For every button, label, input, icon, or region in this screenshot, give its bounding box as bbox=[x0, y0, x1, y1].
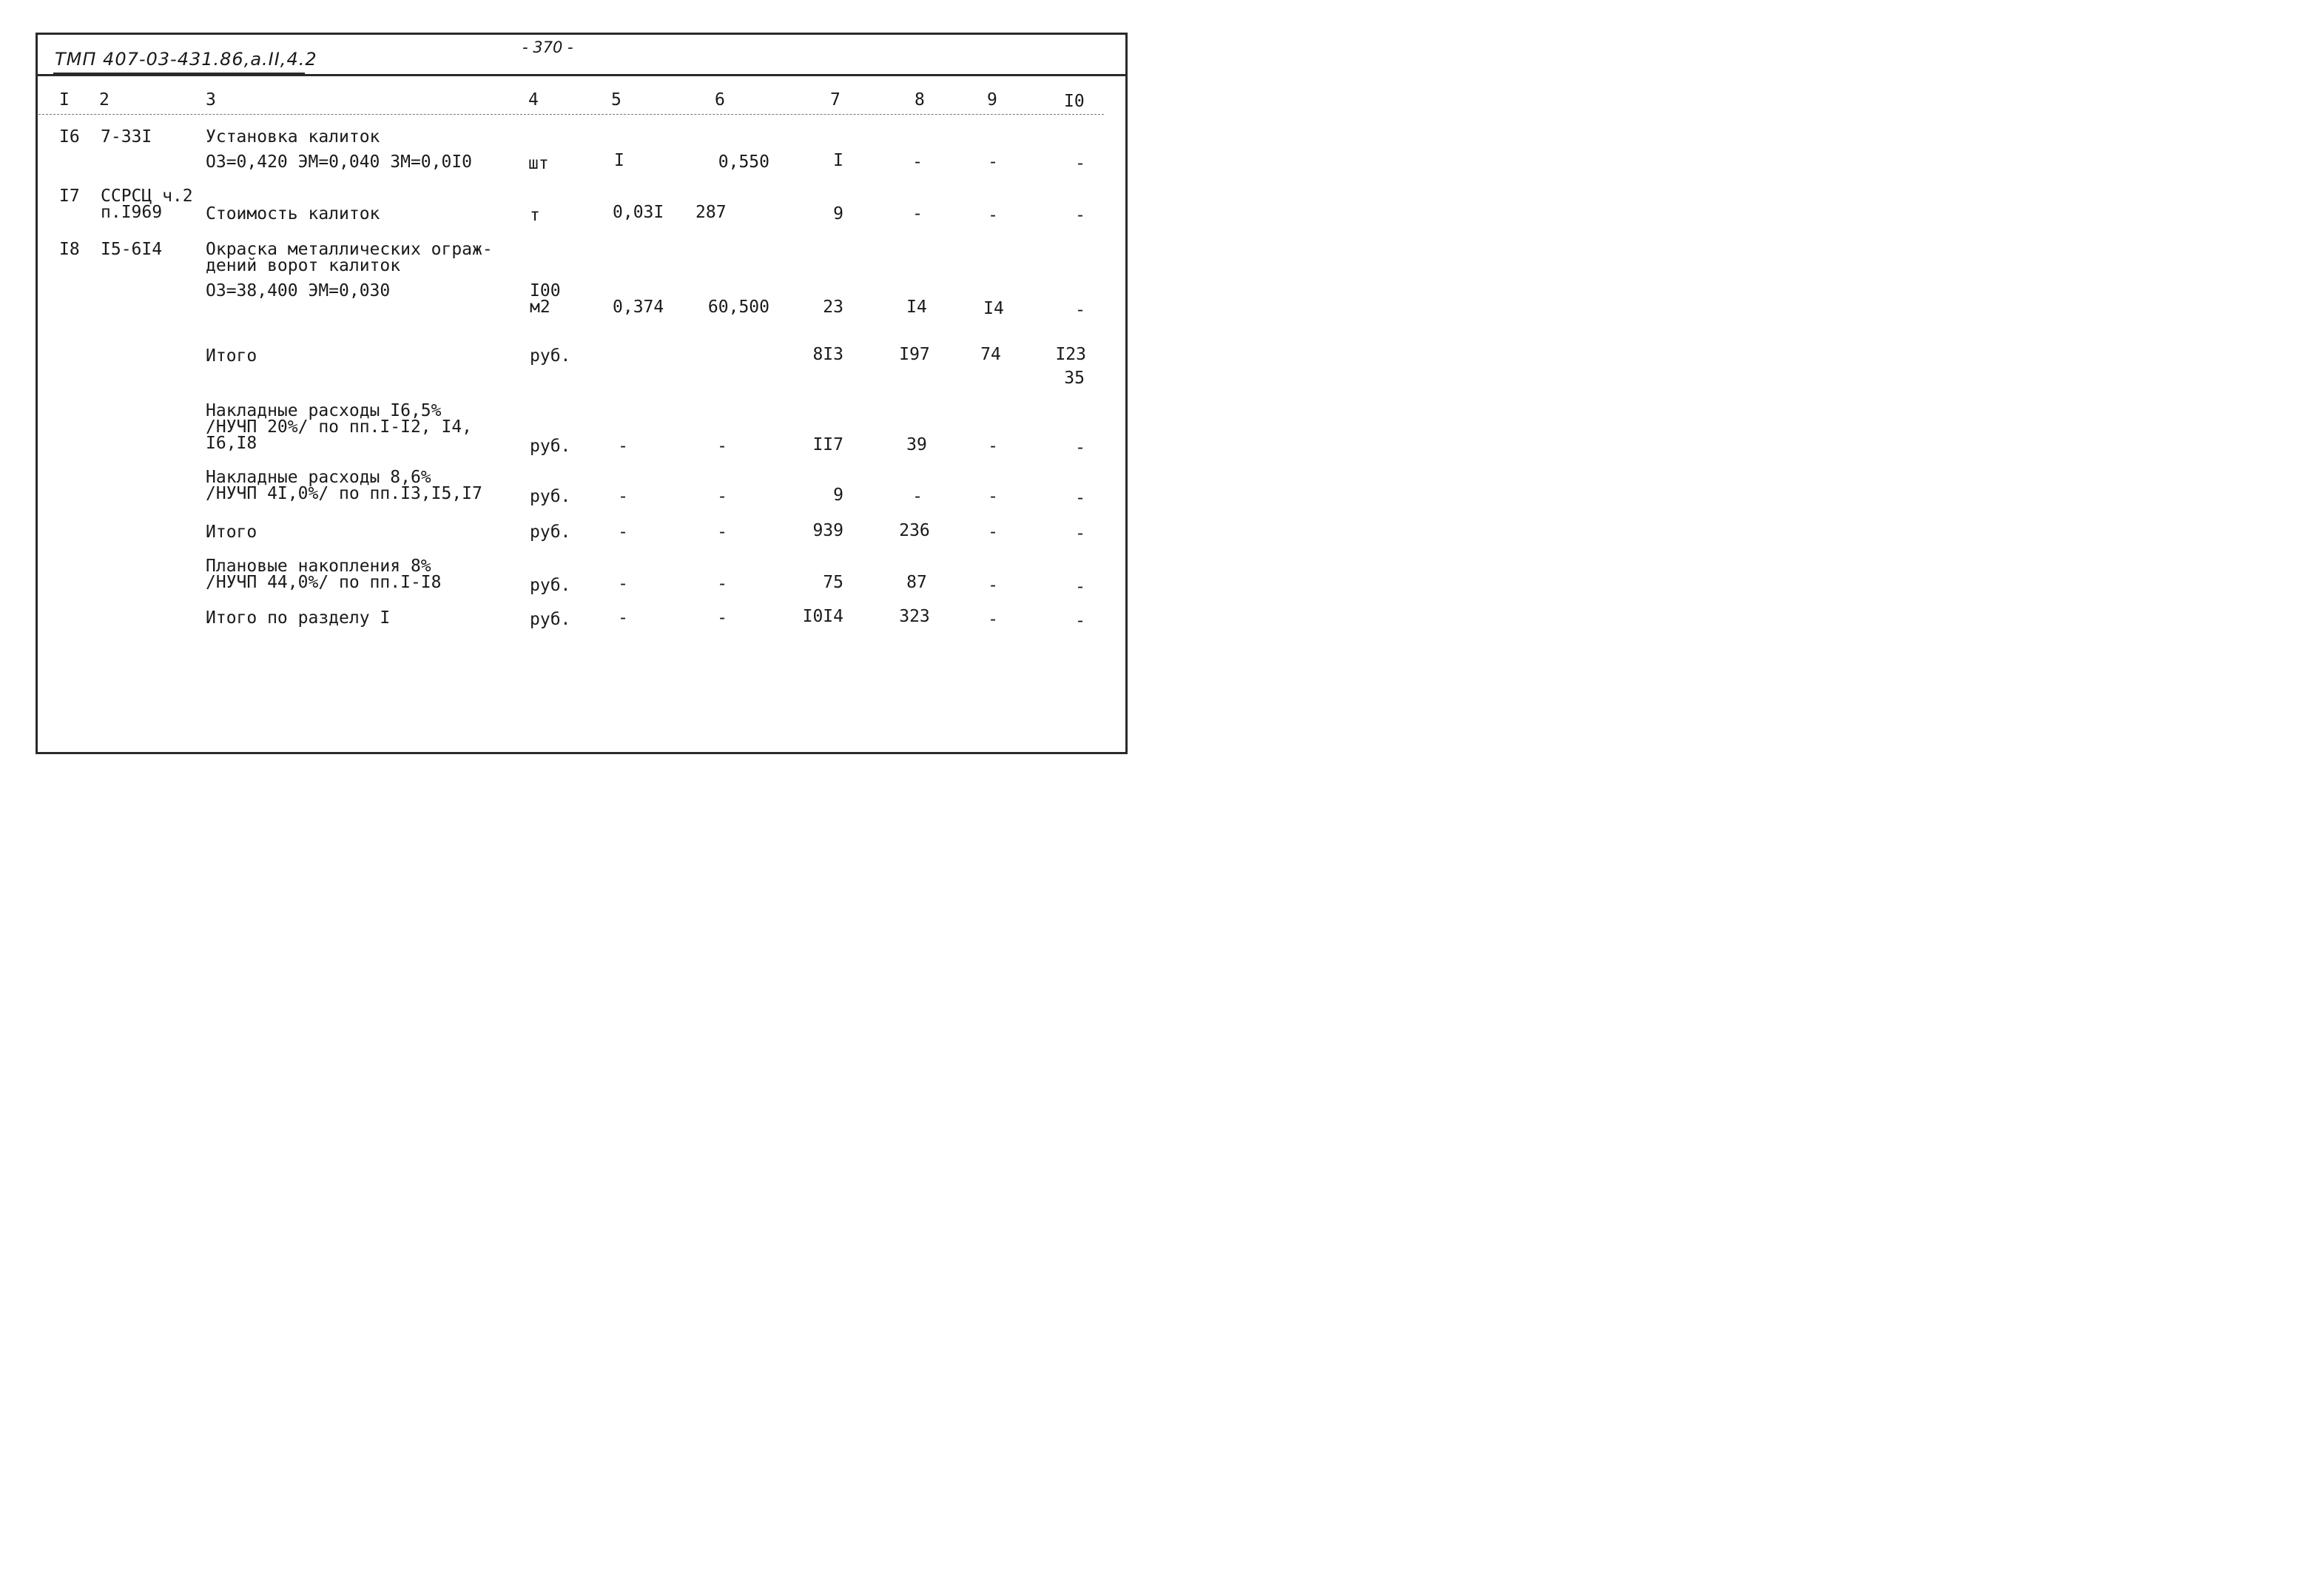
row16-desc-formula: ОЗ=0,420 ЭМ=0,040 ЗМ=0,0I0 bbox=[206, 152, 473, 172]
section-total-col8: 323 bbox=[899, 607, 930, 626]
overhead-2-col8: - bbox=[912, 487, 923, 506]
row16-col8: - bbox=[912, 152, 923, 172]
overhead-2-qty: - bbox=[618, 487, 628, 506]
row16-col7: I bbox=[833, 151, 843, 170]
row17-qty: 0,03I bbox=[613, 203, 664, 222]
row17-desc: Стоимость калиток bbox=[206, 204, 380, 224]
row17-num: I7 bbox=[59, 187, 80, 206]
row18-col7: 23 bbox=[823, 298, 843, 317]
planned-savings-price: - bbox=[717, 574, 727, 594]
planned-savings-col7: 75 bbox=[823, 573, 843, 592]
col-header-2: 2 bbox=[99, 90, 110, 110]
overhead-2-unit: руб. bbox=[530, 487, 571, 506]
subtotal-1-col9: 74 bbox=[980, 345, 1001, 364]
overhead-2-col7: 9 bbox=[833, 486, 843, 505]
planned-savings-col9: - bbox=[988, 576, 998, 595]
planned-savings-qty: - bbox=[618, 574, 628, 594]
overhead-1-col7: II7 bbox=[812, 435, 843, 454]
overhead-1-price: - bbox=[717, 437, 727, 456]
row17-col10: - bbox=[1075, 206, 1085, 225]
planned-savings-col10: - bbox=[1075, 577, 1085, 597]
subtotal-2-unit: руб. bbox=[530, 523, 571, 542]
col-header-6: 6 bbox=[715, 90, 725, 110]
overhead-2-line2: /НУЧП 4I,0%/ по пп.I3,I5,I7 bbox=[206, 484, 482, 503]
subtotal-2-col10: - bbox=[1075, 524, 1085, 543]
overhead-1-col9: - bbox=[988, 437, 998, 456]
row17-code-line1: ССРСЦ ч.2 bbox=[101, 187, 193, 206]
row17-code-line2: п.I969 bbox=[101, 203, 163, 222]
col-header-10: I0 bbox=[1064, 92, 1085, 111]
subtotal-2-label: Итого bbox=[206, 523, 257, 542]
col-header-5: 5 bbox=[611, 90, 622, 110]
section-total-col10: - bbox=[1075, 611, 1085, 631]
row16-col9: - bbox=[988, 152, 998, 172]
row18-col10: - bbox=[1075, 300, 1085, 320]
overhead-1-line1: Накладные расходы I6,5% bbox=[206, 401, 442, 420]
overhead-2-price: - bbox=[717, 487, 727, 506]
page-number: - 370 - bbox=[522, 38, 573, 56]
row17-unit: т bbox=[530, 206, 540, 225]
row16-qty: I bbox=[614, 151, 624, 170]
row17-col7: 9 bbox=[833, 204, 843, 224]
overhead-2-col9: - bbox=[988, 487, 998, 506]
row18-unit-line1: I00 bbox=[530, 281, 561, 300]
subtotal-1-col8: I97 bbox=[899, 345, 930, 364]
section-total-label: Итого по разделу I bbox=[206, 608, 391, 628]
row16-unit: шт bbox=[528, 154, 549, 173]
header-divider bbox=[36, 74, 1128, 76]
row18-num: I8 bbox=[59, 240, 80, 259]
row16-code: 7-33I bbox=[101, 127, 152, 147]
subtotal-1-label: Итого bbox=[206, 346, 257, 366]
overhead-1-qty: - bbox=[618, 437, 628, 456]
planned-savings-line2: /НУЧП 44,0%/ по пп.I-I8 bbox=[206, 573, 442, 592]
column-header-divider bbox=[38, 114, 1104, 115]
col-header-1: I bbox=[59, 90, 70, 110]
section-total-col7: I0I4 bbox=[802, 607, 843, 626]
subtotal-2-qty: - bbox=[618, 523, 628, 542]
section-total-unit: руб. bbox=[530, 610, 571, 629]
subtotal-1-unit: руб. bbox=[530, 346, 571, 366]
row18-qty: 0,374 bbox=[613, 298, 664, 317]
subtotal-1-col10-line2: 35 bbox=[1064, 369, 1085, 388]
overhead-1-line2: /НУЧП 20%/ по пп.I-I2, I4, bbox=[206, 417, 473, 437]
subtotal-2-price: - bbox=[717, 523, 727, 542]
row18-code: I5-6I4 bbox=[101, 240, 163, 259]
row16-desc-title: Установка калиток bbox=[206, 127, 380, 147]
row18-desc-line2: дений ворот калиток bbox=[206, 256, 401, 275]
section-total-price: - bbox=[717, 608, 727, 628]
page-frame bbox=[36, 33, 1128, 754]
section-total-col9: - bbox=[988, 610, 998, 629]
section-total-qty: - bbox=[618, 608, 628, 628]
row17-price: 287 bbox=[695, 203, 727, 222]
row16-col10: - bbox=[1075, 154, 1085, 173]
row17-col8: - bbox=[912, 204, 923, 224]
col-header-8: 8 bbox=[915, 90, 925, 110]
col-header-3: 3 bbox=[206, 90, 216, 110]
row18-col9: I4 bbox=[983, 299, 1004, 318]
subtotal-2-col9: - bbox=[988, 523, 998, 542]
planned-savings-line1: Плановые накопления 8% bbox=[206, 557, 431, 576]
row17-col9: - bbox=[988, 206, 998, 225]
row18-unit-line2: м2 bbox=[530, 298, 550, 317]
row18-price: 60,500 bbox=[707, 298, 769, 317]
col-header-7: 7 bbox=[830, 90, 841, 110]
overhead-1-unit: руб. bbox=[530, 437, 571, 456]
subtotal-2-col8: 236 bbox=[899, 521, 930, 540]
subtotal-1-col10-line1: I23 bbox=[1055, 345, 1086, 364]
col-header-4: 4 bbox=[528, 90, 539, 110]
overhead-1-line3: I6,I8 bbox=[206, 434, 257, 453]
col-header-9: 9 bbox=[987, 90, 997, 110]
planned-savings-col8: 87 bbox=[906, 573, 927, 592]
overhead-2-line1: Накладные расходы 8,6% bbox=[206, 468, 431, 487]
row16-num: I6 bbox=[59, 127, 80, 147]
document-code-underline bbox=[53, 73, 305, 74]
subtotal-1-col7: 8I3 bbox=[812, 345, 843, 364]
overhead-1-col8: 39 bbox=[906, 435, 927, 454]
row16-price: 0,550 bbox=[718, 152, 769, 172]
document-code: ТМП 407-03-431.86,а.II,4.2 bbox=[55, 49, 317, 70]
planned-savings-unit: руб. bbox=[530, 576, 571, 595]
subtotal-2-col7: 939 bbox=[812, 521, 843, 540]
row18-desc-line1: Окраска металлических ограж- bbox=[206, 240, 493, 259]
overhead-1-col10: - bbox=[1075, 438, 1085, 457]
row18-desc-formula: ОЗ=38,400 ЭМ=0,030 bbox=[206, 281, 391, 300]
overhead-2-col10: - bbox=[1075, 488, 1085, 508]
row18-col8: I4 bbox=[906, 298, 927, 317]
